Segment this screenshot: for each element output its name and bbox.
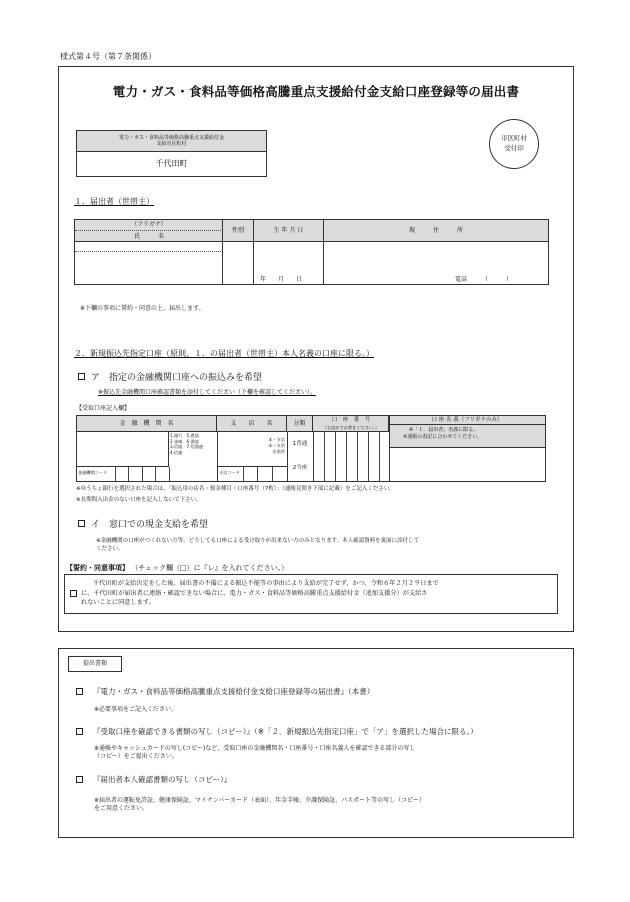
consent-instruction: （チェック欄（□）に『レ』を入れてください。） — [131, 564, 289, 572]
option-i-note: ※金融機関の口座がつくれない方等、どうしても口座による受け取りが出来ない方のみとなります。本人確認資料を裏面に添付して ください。 — [96, 538, 420, 553]
doc-item-1 — [76, 686, 374, 697]
doc-note-2: ※通帳やキャッシュカードの写し(コピー)など、受取口座の金融機関名・口座番号・口座名義人を確認できる部分の写し （コピー）をご提出ください。 — [94, 745, 416, 760]
option-a-note: ※振込先金融機関口座確認書類を添付してください（下欄を確認してください）。 — [98, 389, 317, 396]
acct-type-savings[interactable]: 1普通 — [292, 440, 308, 447]
consent-checkbox[interactable] — [70, 590, 77, 597]
holder-note-2: ※通帳の表記に合わせてください。 — [403, 434, 483, 440]
section2-heading: ２．新規振込先指定口座（原則、１．の届出者（世帯主）本人名義の口座に限る。） — [74, 349, 374, 358]
acct-type-checking[interactable]: 2当座 — [292, 464, 308, 471]
gender-field[interactable] — [223, 242, 254, 284]
doc-note-1: ※必要事項をご記入ください。 — [94, 706, 178, 713]
col-account: 口 座 番 号 — [331, 417, 371, 424]
col-branch: 支 店 名 — [217, 416, 287, 432]
doc-checkbox-2[interactable] — [76, 728, 83, 735]
branch-type-list: 本・支店 本・支所 出張所 — [268, 437, 285, 454]
applicant-table — [74, 219, 549, 285]
col-account-sub: （右詰めでお書きください。） — [322, 424, 380, 430]
option-i-checkbox[interactable] — [78, 520, 85, 527]
receiving-account-label: 【受取口座記入欄】 — [76, 405, 131, 412]
yucho-note: ※ゆうちょ銀行を選択された場合は、「振込用の店名・預金種目・口座番号（7桁）」（通帳見開き下部に記載）をご記入ください。 — [76, 486, 395, 492]
address-label: 現 住 所 — [324, 220, 548, 242]
col-type: 分類 — [287, 416, 313, 432]
form-number: 様式第４号（第７条関係） — [60, 52, 156, 61]
oath-note: ※下欄の事項に誓約・同意の上、届出します。 — [80, 305, 205, 312]
birthdate-label: 生 年 月 日 — [254, 220, 324, 242]
furigana-label: （フリガナ） — [75, 220, 223, 231]
documents-label: 提出書類 — [68, 656, 122, 672]
name-field[interactable] — [75, 252, 223, 284]
gender-label: 性別 — [223, 220, 254, 242]
bank-code-field[interactable] — [115, 467, 169, 481]
account-holder-field[interactable] — [389, 448, 545, 481]
birthdate-format: 年 月 日 — [260, 276, 303, 283]
consent-box — [64, 574, 558, 614]
long-unused-note: ※長期間入出金のない口座を記入しないで下さい。 — [76, 497, 202, 503]
bank-code-label: 金融機関コード — [78, 470, 108, 475]
branch-name-field[interactable] — [217, 432, 257, 467]
recipient-box — [76, 130, 267, 177]
furigana-field[interactable] — [75, 242, 223, 252]
phone-label: 電話 （ ） — [455, 276, 513, 283]
doc-checkbox-3[interactable] — [76, 776, 83, 783]
doc-title-3: 『届出者本人確認書類の写し（コピー）』 — [93, 775, 232, 784]
option-i-label: イ 窓口での現金支給を希望 — [91, 520, 209, 530]
consent-heading: 【誓約・同意事項】 — [66, 564, 129, 572]
consent-header — [66, 563, 288, 573]
recipient-header: 電力・ガス・食料品等価格高騰重点支援給付金 支給市区町村 — [77, 131, 266, 152]
col-holder: 口 座 名 義（フリガナのみ） — [389, 416, 545, 425]
reception-stamp: 市区町村 受付印 — [489, 119, 539, 169]
address-field[interactable] — [324, 242, 548, 284]
holder-note-1: ※「１．届出者」名義に限る。 — [409, 427, 479, 433]
doc-checkbox-1[interactable] — [76, 688, 83, 695]
doc-item-3 — [76, 774, 231, 785]
option-a-checkbox[interactable] — [78, 373, 85, 380]
doc-title-2: 『受取口座を確認できる書類の写し（コピー）』（※「２．新規振込先指定口座」で「ア」を選択した場合に限る。） — [93, 727, 478, 736]
bank-type-list: 1.銀行 5.農協 2.金庫 6.漁協 3.信組 7.信漁連 4.信連 — [170, 433, 204, 456]
bank-name-field[interactable] — [77, 432, 169, 467]
recipient-name: 千代田町 — [155, 159, 188, 168]
option-i[interactable] — [78, 517, 208, 530]
branch-code-field[interactable] — [243, 467, 287, 481]
option-a-label: ア 指定の金融機関口座への振込みを希望 — [91, 373, 263, 383]
account-number-field[interactable] — [313, 432, 389, 481]
doc-note-3: ※届出者の運転免許証、健康保険証、マイナンバーカード（表面）、年金手帳、介護保険証、パスポート等の写し（コピー） をご用意ください。 — [94, 797, 425, 812]
col-bank: 金 融 機 関 名 — [77, 416, 217, 432]
account-table — [76, 415, 546, 482]
branch-code-label: 支店コード — [219, 470, 240, 475]
name-label: 氏 名 — [133, 232, 164, 240]
doc-title-1: 『電力・ガス・食料品等価格高騰重点支援給付金支給口座登録等の届出書』（本書） — [93, 687, 375, 696]
consent-text: 千代田町が支給決定をした後、届出書の不備による振込不能等の事由により支給が完了せず、かつ、令和６年２月２９日まで に、千代田町が届出者に連絡・確認できない場合に、電力・ガス・食料品等価格高騰重点支援給付金（追加支援分）が支給さ れないことに同意します。 — [81, 580, 439, 607]
section1-heading: １．届出者（世帯主） — [74, 197, 154, 206]
doc-item-2 — [76, 726, 478, 737]
form-title: 電力・ガス・食料品等価格高騰重点支援給付金支給口座登録等の届出書 — [112, 84, 520, 99]
option-a[interactable] — [78, 370, 262, 383]
